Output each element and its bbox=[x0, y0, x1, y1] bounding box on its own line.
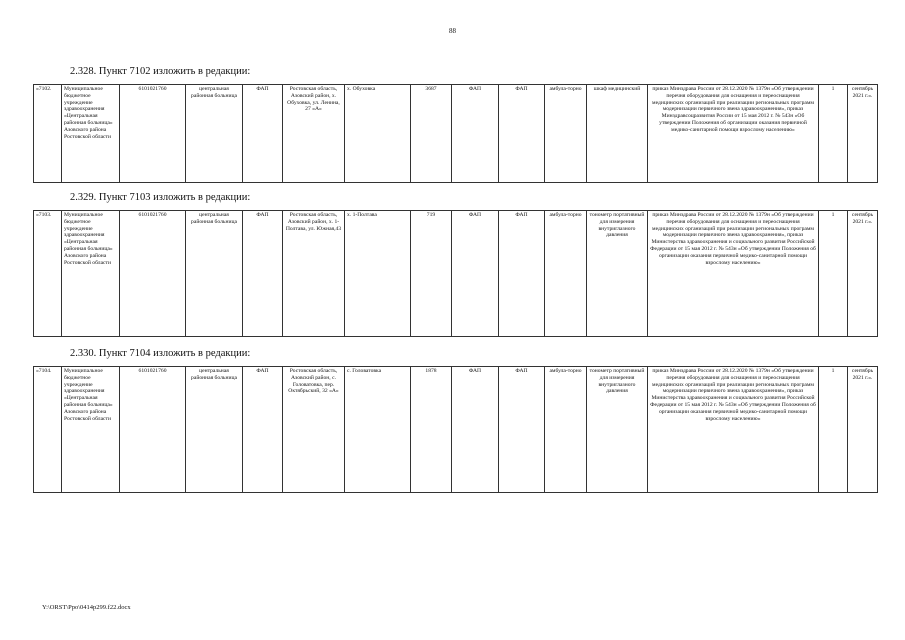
cell-type: ФАП bbox=[243, 211, 283, 337]
cell-parent: центральная районная больница bbox=[186, 211, 243, 337]
cell-qty: 1 bbox=[819, 211, 848, 337]
cell-settlement: х. Обуховка bbox=[345, 85, 411, 183]
cell-qty: 1 bbox=[819, 367, 848, 493]
cell-unit2: ФАП bbox=[499, 367, 545, 493]
footer-file-path: Y:\ORST\Ppo\0414p299.f22.docx bbox=[42, 604, 131, 611]
table-row bbox=[34, 367, 878, 493]
cell-parent: центральная районная больница bbox=[186, 85, 243, 183]
section-heading-7102: 2.328. Пункт 7102 изложить в редакции: bbox=[70, 66, 251, 77]
cell-address: Ростовская область, Азовский район, х. 1-Полтава, ул. Южная,43 bbox=[283, 211, 345, 337]
cell-care: амбула-торно bbox=[545, 211, 587, 337]
section-heading-7104: 2.330. Пункт 7104 изложить в редакции: bbox=[70, 348, 251, 359]
cell-unit1: ФАП bbox=[452, 211, 499, 337]
cell-num: «7102. bbox=[34, 85, 62, 183]
cell-code: 6101021760 bbox=[120, 211, 186, 337]
cell-parent: центральная районная больница bbox=[186, 367, 243, 493]
cell-unit1: ФАП bbox=[452, 367, 499, 493]
cell-address: Ростовская область, Азовский район, х. Обуховка, ул. Ленина, 27 «А» bbox=[283, 85, 345, 183]
cell-unit1: ФАП bbox=[452, 85, 499, 183]
cell-care: амбула-торно bbox=[545, 367, 587, 493]
cell-num: «7104. bbox=[34, 367, 62, 493]
table-row bbox=[34, 85, 878, 183]
cell-population: 719 bbox=[411, 211, 452, 337]
cell-basis: приказ Минздрава России от 28.12.2020 № 1379н «Об утверждении перечня оборудования для оснащения и переоснащения медицинских организаций при реализации региональных программ модернизации первичного звена здравоохранения», приказ Министерства здравоохранения и социального развития Российской Федерации от 15 мая 2012 г. № 543н «Об утверждении Положения об организации оказания первичной медико-санитарной помощи взрослому населению» bbox=[648, 211, 819, 337]
cell-settlement: с. Головатовка bbox=[345, 367, 411, 493]
section-heading-7103: 2.329. Пункт 7103 изложить в редакции: bbox=[70, 192, 251, 203]
cell-unit2: ФАП bbox=[499, 85, 545, 183]
cell-code: 6101021760 bbox=[120, 85, 186, 183]
cell-address: Ростовская область, Азовский район, с. Головатовка, пер. Октябрьский, 32 «А» bbox=[283, 367, 345, 493]
cell-org: Муниципальное бюджетное учреждение здравоохранения «Центральная районная больница» Азовского района Ростовской области bbox=[62, 85, 120, 183]
cell-date: сентябрь 2021 г.». bbox=[848, 367, 878, 493]
cell-qty: 1 bbox=[819, 85, 848, 183]
cell-equipment: тонометр портативный для измерения внутриглазного давления bbox=[587, 211, 648, 337]
cell-org: Муниципальное бюджетное учреждение здравоохранения «Центральная районная больница» Азовского района Ростовской области bbox=[62, 367, 120, 493]
page-number: 88 bbox=[449, 27, 456, 35]
cell-settlement: х. 1-Полтава bbox=[345, 211, 411, 337]
cell-equipment: тонометр портативный для измерения внутриглазного давления bbox=[587, 367, 648, 493]
cell-population: 1878 bbox=[411, 367, 452, 493]
cell-care: амбула-торно bbox=[545, 85, 587, 183]
cell-population: 3687 bbox=[411, 85, 452, 183]
cell-basis: приказ Минздрава России от 28.12.2020 № 1379н «Об утверждении перечня оборудования для оснащения и переоснащения медицинских организаций при реализации региональных программ модернизации первичного звена здравоохранения», приказ Министерства здравоохранения и социального развития Российской Федерации от 15 мая 2012 г. № 543н «Об утверждении Положения об организации оказания первичной медико-санитарной помощи взрослому населению» bbox=[648, 367, 819, 493]
cell-basis: приказ Минздрава России от 28.12.2020 № 1379н «Об утверждении перечня оборудования для оснащения и переоснащения медицинских организаций при реализации региональных программ модернизации первичного звена здравоохранения», приказ Минздравсоцразвития России от 15 мая 2012 г. № 543н «Об утверждении Положения об организации оказания первичной медико-санитарной помощи взрослому населению» bbox=[648, 85, 819, 183]
cell-type: ФАП bbox=[243, 85, 283, 183]
cell-code: 6101021760 bbox=[120, 367, 186, 493]
table-row bbox=[34, 211, 878, 337]
cell-type: ФАП bbox=[243, 367, 283, 493]
table-7102 bbox=[33, 84, 878, 183]
cell-unit2: ФАП bbox=[499, 211, 545, 337]
cell-equipment: шкаф медицинский bbox=[587, 85, 648, 183]
cell-num: «7103. bbox=[34, 211, 62, 337]
cell-org: Муниципальное бюджетное учреждение здравоохранения «Центральная районная больница» Азовского района Ростовской области bbox=[62, 211, 120, 337]
table-7103 bbox=[33, 210, 878, 337]
cell-date: сентябрь 2021 г.». bbox=[848, 211, 878, 337]
cell-date: сентябрь 2021 г.». bbox=[848, 85, 878, 183]
table-7104 bbox=[33, 366, 878, 493]
